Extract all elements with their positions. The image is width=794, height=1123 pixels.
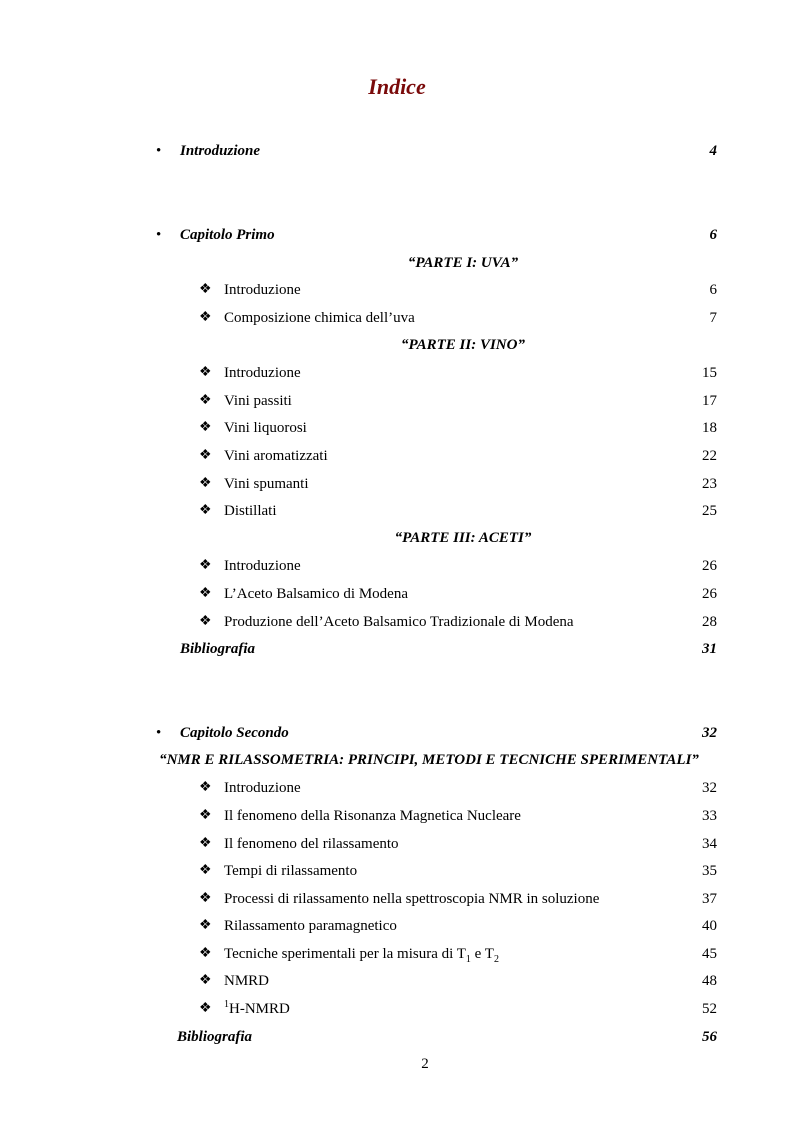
toc-entry[interactable] (224, 307, 717, 329)
toc-entry-h-nmrd[interactable] (224, 998, 717, 1020)
diamond-bullet-icon: ❖ (199, 282, 212, 297)
toc-entry[interactable] (224, 611, 717, 633)
entry-label: Il fenomeno della Risonanza Magnetica Nucleare (224, 808, 521, 824)
entry-label: Distillati (224, 503, 277, 519)
entry-page: 34 (702, 836, 717, 852)
entry-label: Introduzione (224, 558, 301, 574)
entry-label (224, 943, 499, 965)
toc-entry[interactable] (224, 860, 717, 882)
entry-page: 6 (709, 282, 717, 298)
entry-label: Introduzione (180, 143, 261, 159)
toc-entry[interactable] (224, 445, 717, 467)
entry-page: 33 (702, 808, 717, 824)
entry-label: Processi di rilassamento nella spettroscopia NMR in soluzione (224, 891, 600, 907)
bullet-icon: • (156, 143, 162, 159)
entry-page: 35 (702, 863, 717, 879)
entry-page: 32 (702, 780, 717, 796)
entry-page: 7 (709, 310, 717, 326)
entry-label: L’Aceto Balsamico di Modena (224, 586, 408, 602)
toc-entry[interactable] (224, 390, 717, 412)
entry-label: Bibliografia (180, 641, 256, 657)
section-heading-parte-1: “PARTE I: UVA” (407, 255, 519, 271)
toc-entry[interactable] (224, 417, 717, 439)
toc-entry-introduzione[interactable] (180, 140, 717, 162)
toc-entry[interactable] (224, 888, 717, 910)
toc-entry[interactable] (224, 777, 717, 799)
diamond-bullet-icon: ❖ (199, 476, 212, 491)
diamond-bullet-icon: ❖ (199, 586, 212, 601)
entry-page: 45 (702, 946, 717, 962)
toc-entry[interactable] (224, 473, 717, 495)
entry-label: Capitolo Secondo (180, 725, 289, 741)
entry-page: 32 (702, 725, 717, 741)
diamond-bullet-icon: ❖ (199, 558, 212, 573)
entry-label (224, 998, 290, 1020)
entry-label-text: H-NMRD (229, 1001, 290, 1017)
entry-label: Vini passiti (224, 393, 292, 409)
diamond-bullet-icon: ❖ (199, 503, 212, 518)
entry-page: 22 (702, 448, 717, 464)
page-title: Indice (368, 74, 426, 99)
diamond-bullet-icon: ❖ (199, 780, 212, 795)
toc-entry[interactable] (224, 805, 717, 827)
entry-page: 6 (709, 227, 717, 243)
t2-subscript: 2 (493, 954, 499, 965)
chapter-subtitle: “NMR E RILASSOMETRIA: PRINCIPI, METODI E TECNICHE SPERIMENTALI” (159, 752, 699, 768)
toc-entry[interactable] (224, 833, 717, 855)
bullet-icon: • (156, 725, 162, 741)
toc-entry-tecniche[interactable] (224, 943, 717, 965)
entry-label: Introduzione (224, 780, 301, 796)
entry-page: 48 (702, 973, 717, 989)
entry-label: Introduzione (224, 365, 301, 381)
entry-page: 37 (702, 891, 717, 907)
superscript-one: 1 (224, 999, 229, 1010)
entry-page: 25 (702, 503, 717, 519)
diamond-bullet-icon: ❖ (199, 973, 212, 988)
toc-entry-capitolo-secondo[interactable] (180, 722, 717, 744)
entry-page: 26 (702, 586, 717, 602)
entry-label: Vini aromatizzati (224, 448, 328, 464)
diamond-bullet-icon: ❖ (199, 808, 212, 823)
entry-page: 28 (702, 614, 717, 630)
diamond-bullet-icon: ❖ (199, 891, 212, 906)
toc-entry[interactable] (224, 915, 717, 937)
page-number: 2 (421, 1056, 429, 1072)
entry-label: Il fenomeno del rilassamento (224, 836, 399, 852)
entry-label: Introduzione (224, 282, 301, 298)
toc-entry-bibliografia-2[interactable] (177, 1026, 717, 1048)
diamond-bullet-icon: ❖ (199, 365, 212, 380)
entry-page: 15 (702, 365, 717, 381)
toc-entry[interactable] (224, 583, 717, 605)
entry-label: Composizione chimica dell’uva (224, 310, 415, 326)
toc-entry[interactable] (224, 555, 717, 577)
entry-label: Rilassamento paramagnetico (224, 918, 397, 934)
entry-label: Tempi di rilassamento (224, 863, 358, 879)
bullet-icon: • (156, 227, 162, 243)
entry-page: 18 (702, 420, 717, 436)
entry-label-mid: e T (470, 946, 494, 962)
entry-page: 26 (702, 558, 717, 574)
diamond-bullet-icon: ❖ (199, 614, 212, 629)
entry-label: Capitolo Primo (180, 227, 275, 243)
entry-page: 56 (702, 1029, 717, 1045)
entry-page: 31 (702, 641, 717, 657)
entry-page: 17 (702, 393, 717, 409)
entry-label: Vini liquorosi (224, 420, 307, 436)
entry-label-prefix: Tecniche sperimentali per la misura di T (224, 946, 466, 962)
toc-entry-bibliografia-1[interactable] (180, 638, 717, 660)
diamond-bullet-icon: ❖ (199, 946, 212, 961)
t1-subscript: 1 (465, 954, 471, 965)
entry-page: 4 (709, 143, 717, 159)
entry-page: 40 (702, 918, 717, 934)
diamond-bullet-icon: ❖ (199, 1001, 212, 1016)
toc-entry-nmrd[interactable] (224, 970, 717, 992)
entry-label: NMRD (224, 973, 270, 989)
toc-entry[interactable] (224, 279, 717, 301)
toc-entry-capitolo-primo[interactable] (180, 224, 717, 246)
diamond-bullet-icon: ❖ (199, 918, 212, 933)
diamond-bullet-icon: ❖ (199, 448, 212, 463)
diamond-bullet-icon: ❖ (199, 420, 212, 435)
diamond-bullet-icon: ❖ (199, 393, 212, 408)
entry-page: 23 (702, 476, 717, 492)
toc-entry[interactable] (224, 500, 717, 522)
entry-label: Vini spumanti (224, 476, 309, 492)
section-heading-parte-3: “PARTE III: ACETI” (394, 530, 532, 546)
section-heading-parte-2: “PARTE II: VINO” (401, 337, 525, 353)
entry-label: Produzione dell’Aceto Balsamico Tradizionale di Modena (224, 614, 574, 630)
entry-page: 52 (702, 1001, 717, 1017)
diamond-bullet-icon: ❖ (199, 863, 212, 878)
diamond-bullet-icon: ❖ (199, 836, 212, 851)
diamond-bullet-icon: ❖ (199, 310, 212, 325)
toc-entry[interactable] (224, 362, 717, 384)
entry-label: Bibliografia (177, 1029, 253, 1045)
